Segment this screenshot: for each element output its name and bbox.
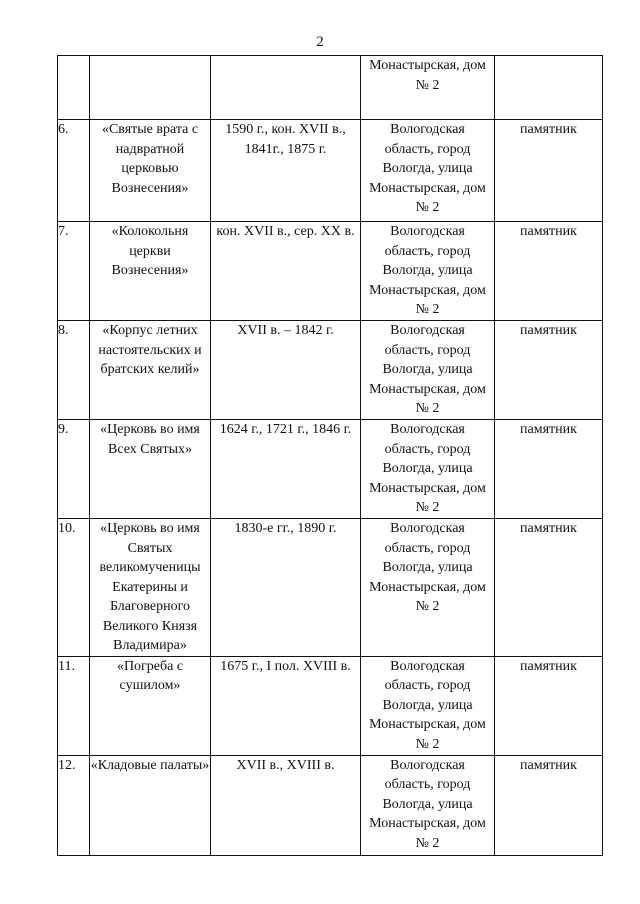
- address-line: Монастырская, дом: [369, 381, 486, 397]
- page-number: 2: [316, 34, 324, 50]
- dating-cell: XVII в. – 1842 г.: [211, 321, 361, 420]
- address-cell: [361, 656, 495, 755]
- address-line: Вологодская: [390, 521, 465, 536]
- category-cell: памятник: [495, 222, 603, 321]
- address-line: Вологда, улица: [382, 161, 473, 176]
- category-cell: памятник: [495, 519, 603, 657]
- address-line: № 2: [415, 77, 440, 93]
- table-row: [58, 656, 603, 755]
- dating-cell: 1590 г., кон. XVII в., 1841г., 1875 г.: [211, 120, 361, 222]
- table-row: [58, 519, 603, 657]
- address-line: Монастырская, дом: [369, 180, 486, 196]
- address-line: область, город: [384, 243, 471, 259]
- object-name-cell: «Корпус летних настоятельских и братских келий»: [90, 321, 211, 420]
- address-line: № 2: [415, 401, 440, 416]
- object-name-cell: «Кладовые палаты»: [90, 755, 211, 855]
- address-cell: [361, 222, 495, 321]
- object-name-cell: «Колокольня церкви Вознесения»: [90, 222, 211, 321]
- row-number-cell: 12.: [58, 755, 90, 855]
- address-line: область, город: [384, 441, 471, 457]
- row-number-cell: 9.: [58, 420, 90, 519]
- address-line: № 2: [415, 835, 440, 851]
- address-line: Вологодская: [390, 757, 465, 773]
- dating-cell: XVII в., XVIII в.: [211, 755, 361, 855]
- address-cell: [361, 420, 495, 519]
- address-line: Вологодская: [390, 224, 465, 239]
- category-cell: памятник: [495, 656, 603, 755]
- heritage-objects-table: [57, 55, 603, 856]
- address-cell: [361, 755, 495, 855]
- address-line: Вологда, улица: [382, 461, 473, 476]
- table-row: [58, 755, 603, 855]
- address-cell: [361, 56, 495, 120]
- object-name-cell: [90, 56, 211, 120]
- dating-cell: кон. XVII в., сер. XX в.: [211, 222, 361, 321]
- row-number-cell: 10.: [58, 519, 90, 657]
- address-cell: [361, 321, 495, 420]
- address-line: Вологда, улица: [382, 362, 473, 377]
- dating-cell: 1675 г., I пол. XVIII в.: [211, 656, 361, 755]
- table-row: [58, 321, 603, 420]
- address-line: область, город: [384, 678, 471, 693]
- table-row: [58, 420, 603, 519]
- address-cell: [361, 120, 495, 222]
- row-number-cell: 6.: [58, 120, 90, 222]
- object-name-cell: «Погреба с сушилом»: [90, 656, 211, 755]
- address-line: Вологда, улица: [382, 697, 473, 713]
- address-line: область, город: [384, 777, 471, 792]
- category-cell: [495, 56, 603, 120]
- table-row: [58, 120, 603, 222]
- address-line: Вологодская: [390, 422, 465, 437]
- address-line: область, город: [384, 342, 471, 358]
- row-number-cell: 7.: [58, 222, 90, 321]
- address-line: № 2: [415, 500, 440, 515]
- address-line: Вологда, улица: [382, 560, 473, 575]
- dating-cell: 1830-е гг., 1890 г.: [211, 519, 361, 657]
- address-line: Вологда, улица: [382, 796, 473, 812]
- address-line: Монастырская, дом: [369, 816, 486, 831]
- address-line: область, город: [384, 540, 471, 556]
- address-line: Вологодская: [390, 122, 465, 137]
- category-cell: памятник: [495, 321, 603, 420]
- address-line: № 2: [415, 736, 440, 752]
- category-cell: памятник: [495, 120, 603, 222]
- address-line: Вологда, улица: [382, 263, 473, 278]
- address-line: Монастырская, дом: [369, 579, 486, 595]
- row-number-cell: [58, 56, 90, 120]
- address-line: Монастырская, дом: [369, 58, 486, 73]
- address-line: область, город: [384, 141, 471, 157]
- category-cell: памятник: [495, 420, 603, 519]
- table-row: [58, 56, 603, 120]
- address-line: Монастырская, дом: [369, 480, 486, 496]
- object-name-cell: «Церковь во имя Святых великомученицы Екатерины и Благоверного Великого Князя Владимира»: [90, 519, 211, 657]
- table-row: [58, 222, 603, 321]
- address-line: Монастырская, дом: [369, 717, 486, 732]
- address-line: № 2: [415, 200, 440, 215]
- object-name-cell: «Церковь во имя Всех Святых»: [90, 420, 211, 519]
- address-line: № 2: [415, 599, 440, 614]
- dating-cell: [211, 56, 361, 120]
- address-line: Монастырская, дом: [369, 282, 486, 298]
- address-line: № 2: [415, 302, 440, 317]
- address-cell: [361, 519, 495, 657]
- row-number-cell: 8.: [58, 321, 90, 420]
- dating-cell: 1624 г., 1721 г., 1846 г.: [211, 420, 361, 519]
- object-name-cell: «Святые врата с надвратной церковью Вознесения»: [90, 120, 211, 222]
- address-line: Вологодская: [390, 323, 465, 338]
- address-line: Вологодская: [390, 658, 465, 674]
- row-number-cell: 11.: [58, 656, 90, 755]
- category-cell: памятник: [495, 755, 603, 855]
